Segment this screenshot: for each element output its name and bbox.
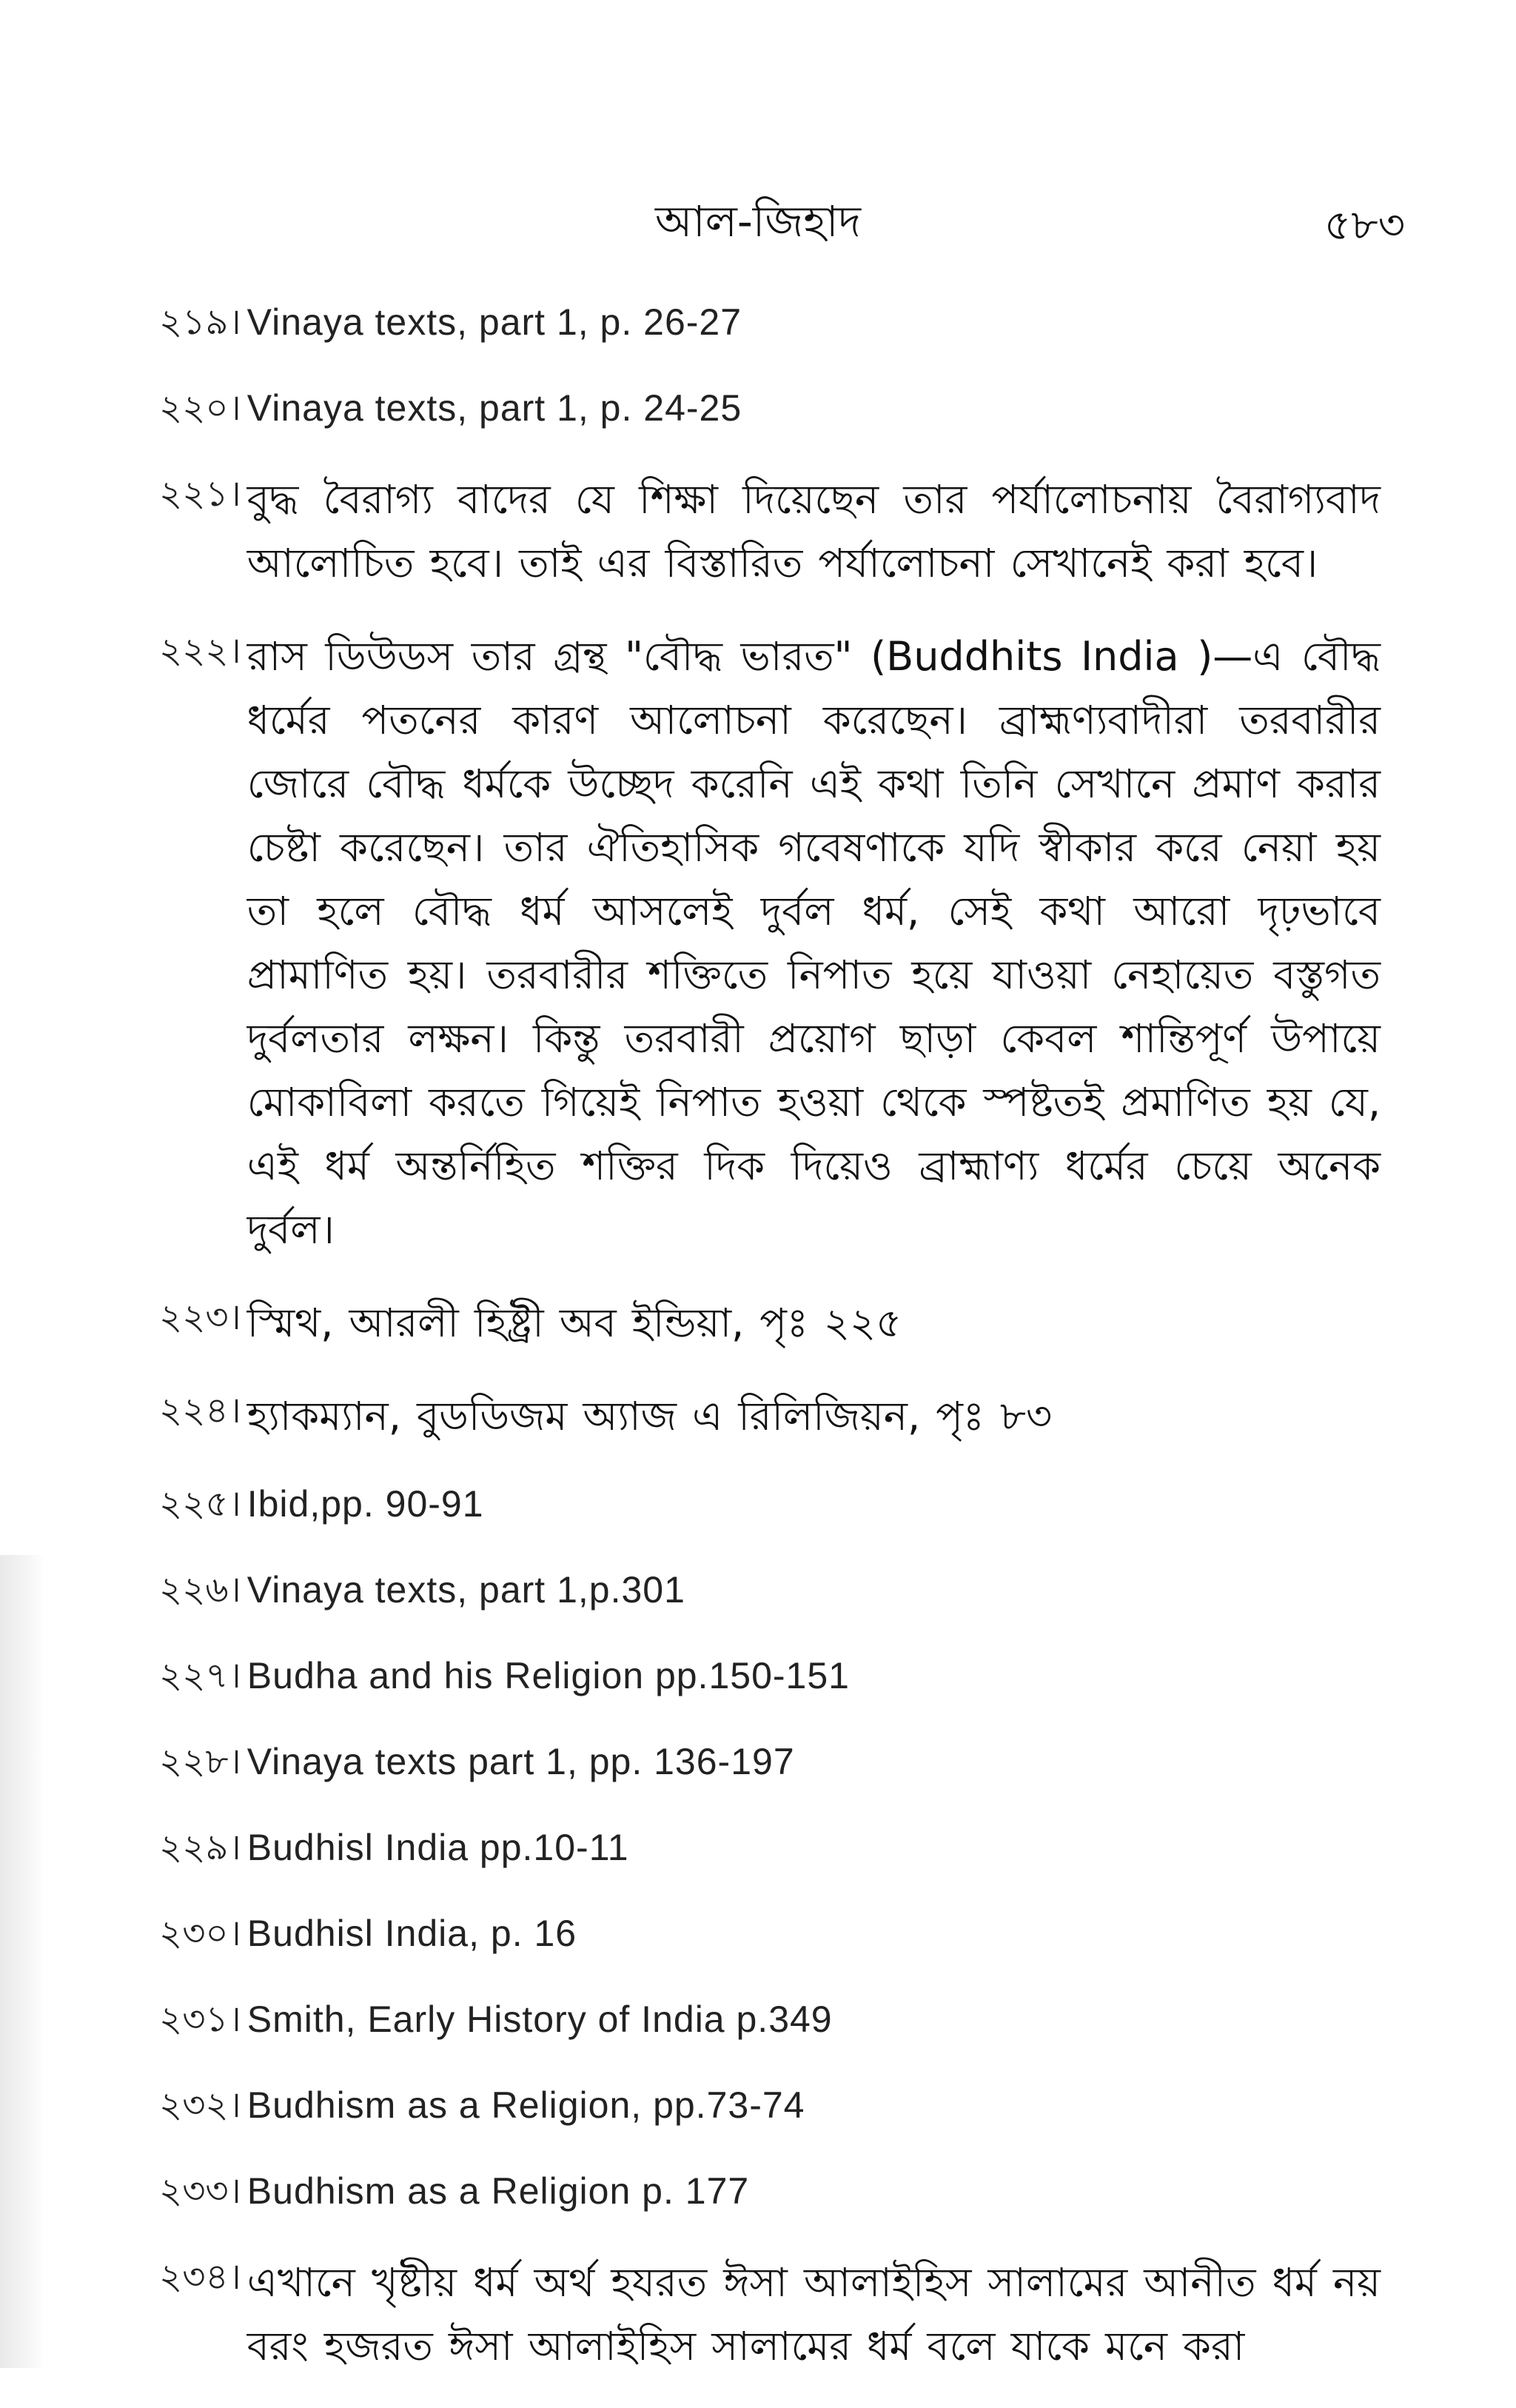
endnote-number: ২২৫। (159, 1483, 241, 1525)
endnote (159, 1822, 1381, 1873)
scan-shadow (0, 1555, 44, 2368)
endnote-text: হ্যাকম্যান, বুডডিজম অ্যাজ এ রিলিজিয়ন, পৃঃ ৮৩ (246, 1393, 1053, 1439)
endnote-number: ২২৬। (159, 1569, 241, 1611)
endnote (159, 468, 1381, 595)
endnote-number: ২২৩। (159, 1297, 241, 1338)
endnote-number: ২১৯। (159, 301, 241, 343)
endnote-text: Budhisl India pp.10-11 (246, 1827, 629, 1868)
endnote-number: ২২৮। (159, 1741, 241, 1782)
endnote (159, 1736, 1381, 1787)
endnote-number: ২৩২। (159, 2084, 241, 2126)
endnote-text: Vinaya texts part 1, pp. 136-197 (246, 1741, 795, 1782)
endnote-number: ২২০। (159, 387, 241, 429)
endnote-text: Budhism as a Religion p. 177 (246, 2170, 750, 2212)
endnote-text: Vinaya texts, part 1,p.301 (246, 1569, 685, 1611)
endnote-number: ২২১। (159, 473, 241, 515)
endnote-number: ২২৭। (159, 1655, 241, 1696)
endnote-text: Smith, Early History of India p.349 (246, 1999, 833, 2040)
endnote-number: ২৩৩। (159, 2170, 241, 2212)
endnote (159, 382, 1381, 434)
endnote (159, 1291, 1381, 1355)
endnote-number: ২৩১। (159, 1999, 241, 2040)
endnote-text: Budhisl India, p. 16 (246, 1913, 577, 1954)
endnote-text: Vinaya texts, part 1, p. 24-25 (246, 387, 742, 429)
endnote-number: ২২৪। (159, 1390, 241, 1431)
endnote (159, 1385, 1381, 1448)
endnote-text: রাস ডিউডস তার গ্রন্থ "বৌদ্ধ ভারত" (Buddhits India )—এ বৌদ্ধ ধর্মের পতনের কারণ আলোচনা করেছেন। ব্রাহ্মণ্যবাদীরা তরবারীর জোরে বৌদ্ধ ধর্মকে উচ্ছেদ করেনি এই কথা তিনি সেখানে প্রমাণ করার চেষ্টা করেছেন। তার ঐতিহাসিক গবেষণাকে যদি স্বীকার করে নেয়া হয় তা হলে বৌদ্ধ ধর্ম আসলেই দুর্বল ধর্ম, সেই কথা আরো দৃঢ়ভাবে প্রামাণিত হয়। তরবারীর শক্তিতে নিপাত হয়ে যাওয়া নেহায়েত বস্তুগত দুর্বলতার লক্ষন। কিন্তু তরবারী প্রয়োগ ছাড়া কেবল শান্তিপূর্ণ উপায়ে মোকাবিলা করতে গিয়েই নিপাত হওয়া থেকে স্পষ্টতই প্রমাণিত হয় যে, এই ধর্ম অন্তর্নিহিত শক্তির দিক দিয়েও ব্রাহ্মাণ্য ধর্মের চেয়ে অনেক দুর্বল। (246, 633, 1381, 1253)
endnote (159, 625, 1381, 1262)
endnote-text: স্মিথ, আরলী হিষ্ট্রী অব ইন্ডিয়া, পৃঃ ২২৫ (246, 1300, 902, 1346)
running-title: আল-জিহাদ (654, 196, 862, 247)
endnote (159, 1993, 1381, 2045)
endnote (159, 1478, 1381, 1530)
endnote (159, 2079, 1381, 2131)
endnote-text: Ibid,pp. 90-91 (246, 1483, 484, 1525)
endnote-text: Budhism as a Religion, pp.73-74 (246, 2084, 805, 2126)
endnote-text: Budha and his Religion pp.150-151 (246, 1655, 850, 1696)
endnotes-list (159, 296, 1381, 2408)
endnote (159, 2165, 1381, 2217)
endnote (159, 2251, 1381, 2378)
endnote-text: Vinaya texts, part 1, p. 26-27 (246, 301, 742, 343)
endnote (159, 1907, 1381, 1959)
endnote-number: ২৩০। (159, 1913, 241, 1954)
endnote-text: বুদ্ধ বৈরাগ্য বাদের যে শিক্ষা দিয়েছেন তার পর্যালোচনায় বৈরাগ্যবাদ আলোচিত হবে। তাই এর বিস্তারিত পর্যালোচনা সেখানেই করা হবে। (246, 476, 1381, 586)
page-header (0, 189, 1516, 255)
endnote (159, 296, 1381, 348)
endnote-number: ২২৯। (159, 1827, 241, 1868)
endnote-number: ২৩৪। (159, 2256, 241, 2298)
endnote (159, 1564, 1381, 1616)
page-number: ৫৮৩ (1324, 201, 1405, 250)
endnote-text: এখানে খৃষ্টীয় ধর্ম অর্থ হযরত ঈসা আলাইহিস সালামের আনীত ধর্ম নয় বরং হজরত ঈসা আলাইহিস সালামের ধর্ম বলে যাকে মনে করা (246, 2259, 1381, 2369)
endnote-number: ২২২। (159, 630, 241, 672)
endnote (159, 1650, 1381, 1702)
